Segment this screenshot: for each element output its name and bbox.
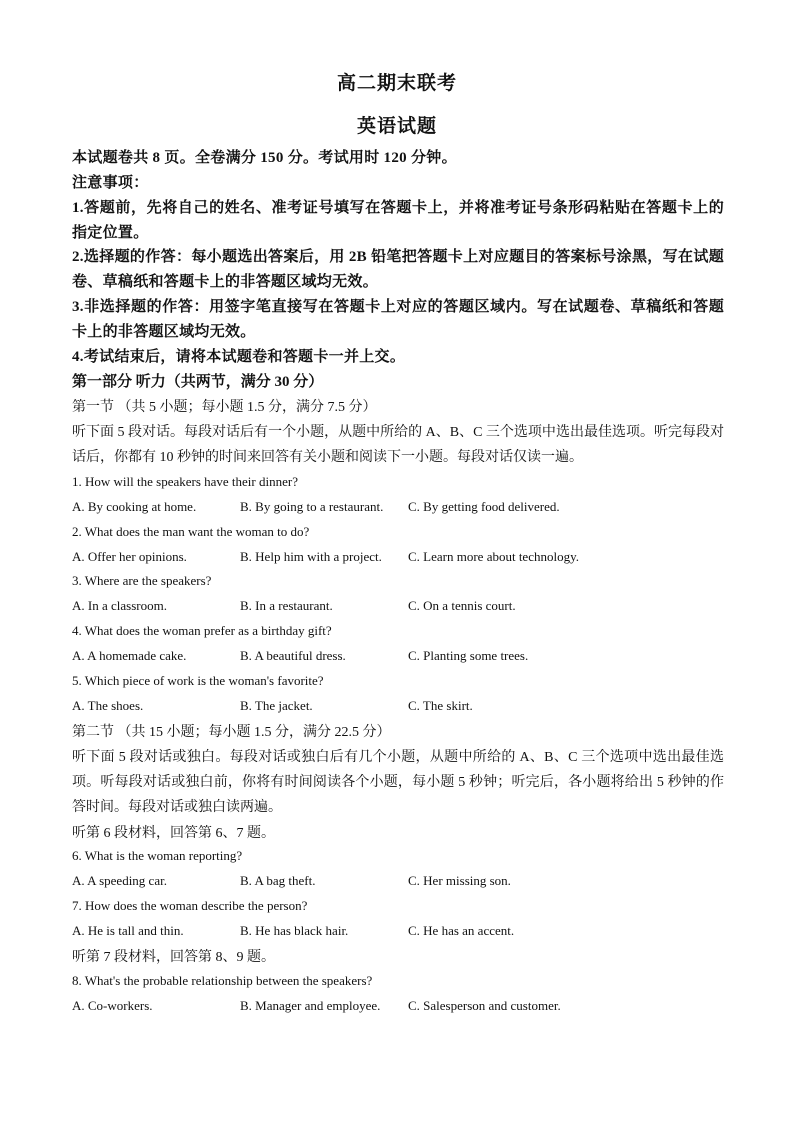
question-4-option-c: C. Planting some trees.	[408, 648, 529, 663]
question-4-option-b: B. A beautiful dress.	[240, 648, 346, 663]
notice-item-1: 1.答题前，先将自己的姓名、准考证号填写在答题卡上，并将准考证号条形码粘贴在答题卡上的指定位置。	[72, 200, 724, 241]
question-6-option-b: B. A bag theft.	[240, 873, 316, 888]
question-3-option-a: A. In a classroom.	[72, 598, 167, 613]
question-5-option-c: C. The skirt.	[408, 698, 473, 713]
question-8-option-a: A. Co-workers.	[72, 998, 153, 1013]
question-5-option-a: A. The shoes.	[72, 698, 144, 713]
question-1: 1. How will the speakers have their dinner?	[72, 474, 298, 489]
question-8: 8. What's the probable relationship between the speakers?	[72, 973, 373, 988]
question-3-option-c: C. On a tennis court.	[408, 598, 516, 613]
question-7-option-b: B. He has black hair.	[240, 923, 349, 938]
material-7-instruction: 听第 7 段材料，回答第 8、9 题。	[72, 950, 275, 965]
question-2-option-a: A. Offer her opinions.	[72, 549, 187, 564]
notice-item-2: 2.选择题的作答：每小题选出答案后，用 2B 铅笔把答题卡上对应题目的答案标号涂黑，写在试题卷、草稿纸和答题卡上的非答题区域均无效。	[72, 249, 724, 290]
section2-instructions: 听下面 5 段对话或独白。每段对话或独白后有几个小题，从题中所给的 A、B、C 三个选项中选出最佳选项。听每段对话或独白前，你将有时间阅读各个小题，每小题 5 秒钟；听完后，各小题将给出 5 秒钟的作答时间。每段对话或独白读两遍。	[72, 750, 724, 815]
question-8-option-c: C. Salesperson and customer.	[408, 998, 561, 1013]
notice-item-3: 3.非选择题的作答：用签字笔直接写在答题卡上对应的答题区域内。写在试题卷、草稿纸和答题卡上的非答题区域均无效。	[72, 299, 724, 340]
question-7: 7. How does the woman describe the person?	[72, 898, 308, 913]
question-4-option-a: A. A homemade cake.	[72, 648, 187, 663]
question-3: 3. Where are the speakers?	[72, 573, 212, 588]
question-2: 2. What does the man want the woman to do?	[72, 524, 310, 539]
question-4: 4. What does the woman prefer as a birthday gift?	[72, 623, 332, 638]
question-1-option-b: B. By going to a restaurant.	[240, 499, 384, 514]
question-6-option-c: C. Her missing son.	[408, 873, 511, 888]
exam-title: 高二期末联考	[336, 73, 457, 94]
notice-item-4: 4.考试结束后，请将本试题卷和答题卡一并上交。	[72, 349, 406, 365]
question-3-option-b: B. In a restaurant.	[240, 598, 333, 613]
question-2-option-c: C. Learn more about technology.	[408, 549, 579, 564]
question-7-option-a: A. He is tall and thin.	[72, 923, 184, 938]
question-5: 5. Which piece of work is the woman's favorite?	[72, 673, 324, 688]
question-2-option-b: B. Help him with a project.	[240, 549, 382, 564]
exam-info: 本试题卷共 8 页。全卷满分 150 分。考试用时 120 分钟。	[72, 150, 457, 166]
question-1-option-c: C. By getting food delivered.	[408, 499, 560, 514]
material-6-instruction: 听第 6 段材料，回答第 6、7 题。	[72, 826, 275, 841]
question-1-option-a: A. By cooking at home.	[72, 499, 197, 514]
part1-heading: 第一部分 听力（共两节，满分 30 分）	[72, 374, 324, 390]
section1-heading: 第一节 （共 5 小题；每小题 1.5 分，满分 7.5 分）	[72, 400, 377, 415]
question-8-option-b: B. Manager and employee.	[240, 998, 381, 1013]
notice-heading: 注意事项：	[72, 175, 149, 191]
question-5-option-b: B. The jacket.	[240, 698, 313, 713]
section1-instructions: 听下面 5 段对话。每段对话后有一个小题，从题中所给的 A、B、C 三个选项中选出最佳选项。听完每段对话后，你都有 10 秒钟的时间来回答有关小题和阅读下一小题。每段对话仅读一遍。	[72, 425, 724, 465]
question-6-option-a: A. A speeding car.	[72, 873, 167, 888]
question-7-option-c: C. He has an accent.	[408, 923, 515, 938]
question-6: 6. What is the woman reporting?	[72, 848, 243, 863]
section2-heading: 第二节 （共 15 小题；每小题 1.5 分，满分 22.5 分）	[72, 725, 391, 740]
exam-subject: 英语试题	[356, 116, 437, 137]
